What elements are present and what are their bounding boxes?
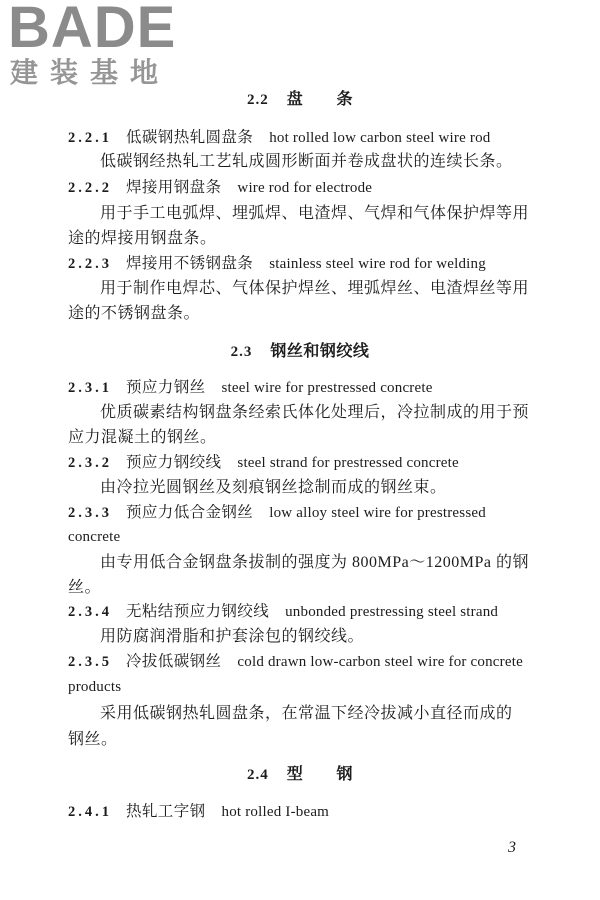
term-chinese: 低碳钢热轧圆盘条 (126, 129, 254, 146)
definition-line: 低碳钢经热轧工艺轧成圆形断面并卷成盘状的连续长条。 (100, 153, 513, 170)
definition-line: 用于手工电弧焊、埋弧焊、电渣焊、气焊和气体保护焊等用 (100, 205, 530, 222)
term-english: stainless steel wire rod for welding (269, 256, 486, 272)
definition-line: 钢丝。 (68, 731, 118, 748)
term-number: 2.2.1 (68, 130, 112, 146)
logo-subtitle: 建装基地 (10, 57, 171, 88)
term-chinese: 焊接用钢盘条 (126, 179, 222, 196)
term-line (68, 177, 372, 199)
term-line (68, 502, 486, 524)
term-english: hot rolled I-beam (221, 804, 330, 820)
term-chinese: 预应力钢绞线 (126, 454, 222, 471)
section-title: 钢丝和钢绞线 (270, 343, 370, 360)
term-chinese: 无粘结预应力钢绞线 (126, 603, 270, 620)
section-title: 盘 条 (286, 91, 354, 108)
definition-line: 丝。 (68, 579, 102, 596)
term-english: steel strand for prestressed concrete (237, 455, 459, 471)
term-english: hot rolled low carbon steel wire rod (269, 130, 491, 146)
term-number: 2.2.2 (68, 180, 112, 196)
definition-line: 由冷拉光圆钢丝及刻痕钢丝捻制而成的钢丝束。 (100, 479, 447, 496)
definition-line: 途的不锈钢盘条。 (68, 305, 201, 322)
definition-line: 用于制作电焊芯、气体保护焊丝、埋弧焊丝、电渣焊丝等用 (100, 280, 530, 297)
definition-line: 应力混凝土的钢丝。 (68, 429, 217, 446)
term-chinese: 预应力钢丝 (126, 379, 206, 396)
term-line (68, 452, 459, 474)
term-english: cold drawn low-carbon steel wire for concrete (237, 654, 523, 670)
term-line (68, 801, 329, 823)
term-number: 2.3.1 (68, 380, 112, 396)
section-heading (0, 764, 600, 786)
term-number: 2.3.4 (68, 604, 112, 620)
term-chinese: 热轧工字钢 (126, 803, 206, 820)
definition-line: 采用低碳钢热轧圆盘条，在常温下经冷拔减小直径而成的 (100, 705, 513, 722)
page-number: 3 (508, 839, 516, 856)
term-line (68, 377, 433, 399)
term-english: low alloy steel wire for prestressed (269, 505, 486, 521)
term-english: steel wire for prestressed concrete (221, 380, 433, 396)
logo-brand: BADE (8, 0, 177, 60)
section-number: 2.3 (230, 344, 253, 360)
definition-line: 由专用低合金钢盘条拔制的强度为 800MPa～1200MPa 的钢 (100, 554, 529, 571)
term-english: wire rod for electrode (237, 180, 373, 196)
term-chinese: 冷拔低碳钢丝 (126, 653, 222, 670)
section-heading (0, 341, 600, 363)
term-english: unbonded prestressing steel strand (285, 604, 499, 620)
term-chinese: 预应力低合金钢丝 (126, 504, 254, 521)
term-number: 2.2.3 (68, 256, 112, 272)
section-title: 型 钢 (286, 766, 354, 783)
section-number: 2.4 (246, 767, 269, 783)
definition-line: 途的焊接用钢盘条。 (68, 230, 217, 247)
term-line (68, 601, 498, 623)
term-english-continued: concrete (68, 529, 121, 545)
term-number: 2.4.1 (68, 804, 112, 820)
definition-line: 用防腐润滑脂和护套涂包的钢绞线。 (100, 628, 365, 645)
term-english-continued: products (68, 679, 122, 695)
term-line (68, 651, 523, 673)
term-number: 2.3.3 (68, 505, 112, 521)
term-number: 2.3.2 (68, 455, 112, 471)
term-line (68, 253, 486, 275)
definition-line: 优质碳素结构钢盘条经索氏体化处理后，冷拉制成的用于预 (100, 404, 530, 421)
term-chinese: 焊接用不锈钢盘条 (126, 255, 254, 272)
term-number: 2.3.5 (68, 654, 112, 670)
term-line (68, 127, 491, 149)
section-heading (0, 89, 600, 111)
section-number: 2.2 (246, 92, 269, 108)
